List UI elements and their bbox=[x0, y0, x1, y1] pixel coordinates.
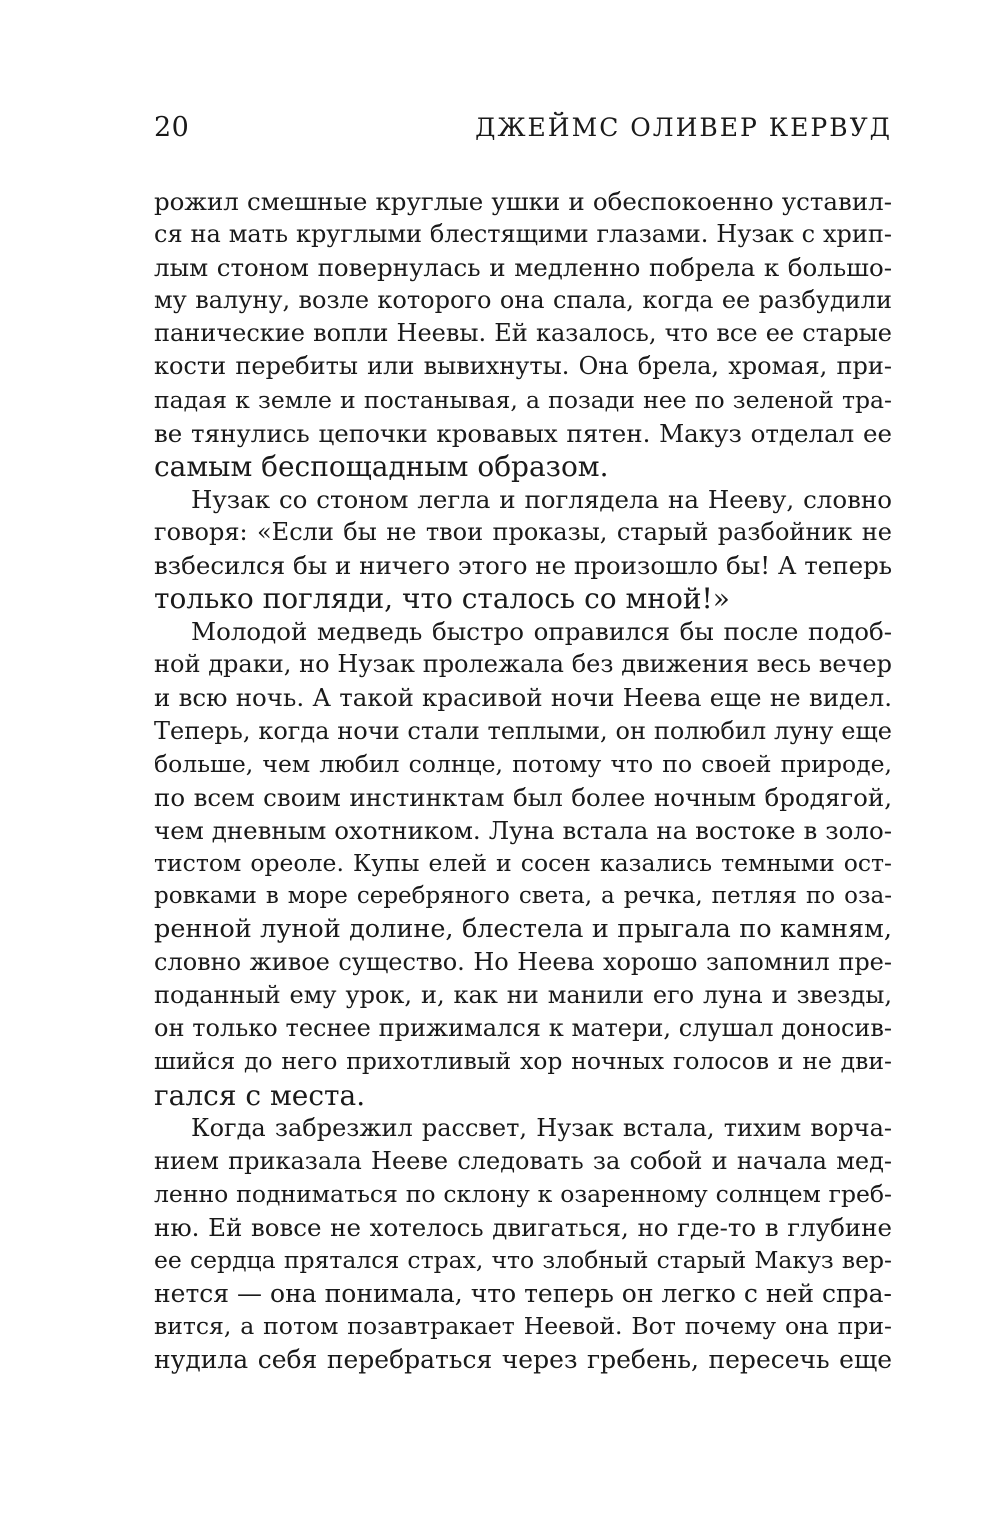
text-line: говоря: «Если бы не твои проказы, старый разбойник не bbox=[154, 517, 892, 546]
running-header bbox=[154, 112, 892, 152]
text-line: гался с места. bbox=[154, 1078, 366, 1112]
text-line: рожил смешные круглые ушки и обеспокоенно уставил- bbox=[154, 187, 892, 216]
text-line: взбесился бы и ничего этого не произошло бы! А теперь bbox=[154, 551, 892, 581]
text-line: ной драки, но Нузак пролежала без движения весь вечер bbox=[154, 650, 892, 679]
text-line: ленно подниматься по склону к озаренному солнцем греб- bbox=[154, 1179, 892, 1208]
text-line: тистом ореоле. Купы елей и сосен казались темными ост- bbox=[154, 848, 892, 877]
text-line: чем дневным охотником. Луна встала на востоке в золо- bbox=[154, 815, 892, 845]
text-line: кости перебиты или вывихнуты. Она брела, хромая, при- bbox=[154, 352, 892, 381]
text-line: больше, чем любил солнце, потому что по своей природе, bbox=[154, 749, 892, 778]
text-line: шийся до него прихотливый хор ночных голосов и не дви- bbox=[154, 1047, 892, 1076]
text-line: ровками в море серебряного света, а речка, петляя по оза- bbox=[154, 882, 892, 909]
text-line: он только теснее прижимался к матери, слушал доносив- bbox=[154, 1014, 892, 1043]
text-line: Когда забрезжил рассвет, Нузак встала, тихим ворча- bbox=[191, 1113, 892, 1142]
text-line: только погляди, что сталось со мной!» bbox=[154, 582, 730, 616]
text-line: панические вопли Неевы. Ей казалось, что все ее старые bbox=[154, 319, 892, 348]
running-head-author: ДЖЕЙМС ОЛИВЕР КЕРВУД bbox=[475, 113, 892, 142]
body-text bbox=[154, 185, 892, 1376]
text-line: по всем своим инстинктам был более ночным бродягой, bbox=[154, 782, 892, 812]
text-line: Молодой медведь быстро оправился бы после подоб- bbox=[191, 617, 892, 647]
text-line: словно живое существо. Но Неева хорошо запомнил пре- bbox=[154, 948, 892, 977]
text-line: ся на мать круглыми блестящими глазами. Нузак с хрип- bbox=[154, 220, 892, 249]
text-line: нудила себя перебраться через гребень, пересечь еще bbox=[154, 1345, 892, 1375]
text-line: лым стоном повернулась и медленно побрела к большо- bbox=[154, 253, 892, 283]
text-line: ве тянулись цепочки кровавых пятен. Макуз отделал ее bbox=[154, 418, 892, 448]
text-line: нется — она понимала, что теперь он легко с ней спра- bbox=[154, 1279, 892, 1309]
text-line: му валуну, возле которого она спала, когда ее разбудили bbox=[154, 286, 892, 315]
text-line: ее сердца прятался страх, что злобный старый Макуз вер- bbox=[154, 1246, 892, 1274]
text-line: ренной луной долине, блестела и прыгала по камням, bbox=[154, 914, 892, 945]
text-line: и всю ночь. А такой красивой ночи Неева еще не видел. bbox=[154, 683, 892, 713]
page-number: 20 bbox=[154, 112, 190, 143]
text-line: Теперь, когда ночи стали теплыми, он полюбил луну еще bbox=[154, 716, 892, 745]
text-line: вится, а потом позавтракает Неевой. Вот почему она при- bbox=[154, 1312, 892, 1341]
text-line: нием приказала Нееве следовать за собой и начала мед- bbox=[154, 1146, 892, 1175]
text-line: ню. Ей вовсе не хотелось двигаться, но где-то в глубине bbox=[154, 1212, 892, 1242]
text-line: падая к земле и постанывая, а позади нее по зеленой тра- bbox=[154, 385, 892, 414]
text-line: Нузак со стоном легла и поглядела на Нееву, словно bbox=[191, 484, 892, 514]
text-line: поданный ему урок, и, как ни манили его луна и звезды, bbox=[154, 981, 892, 1010]
text-line: самым беспощадным образом. bbox=[154, 449, 609, 483]
